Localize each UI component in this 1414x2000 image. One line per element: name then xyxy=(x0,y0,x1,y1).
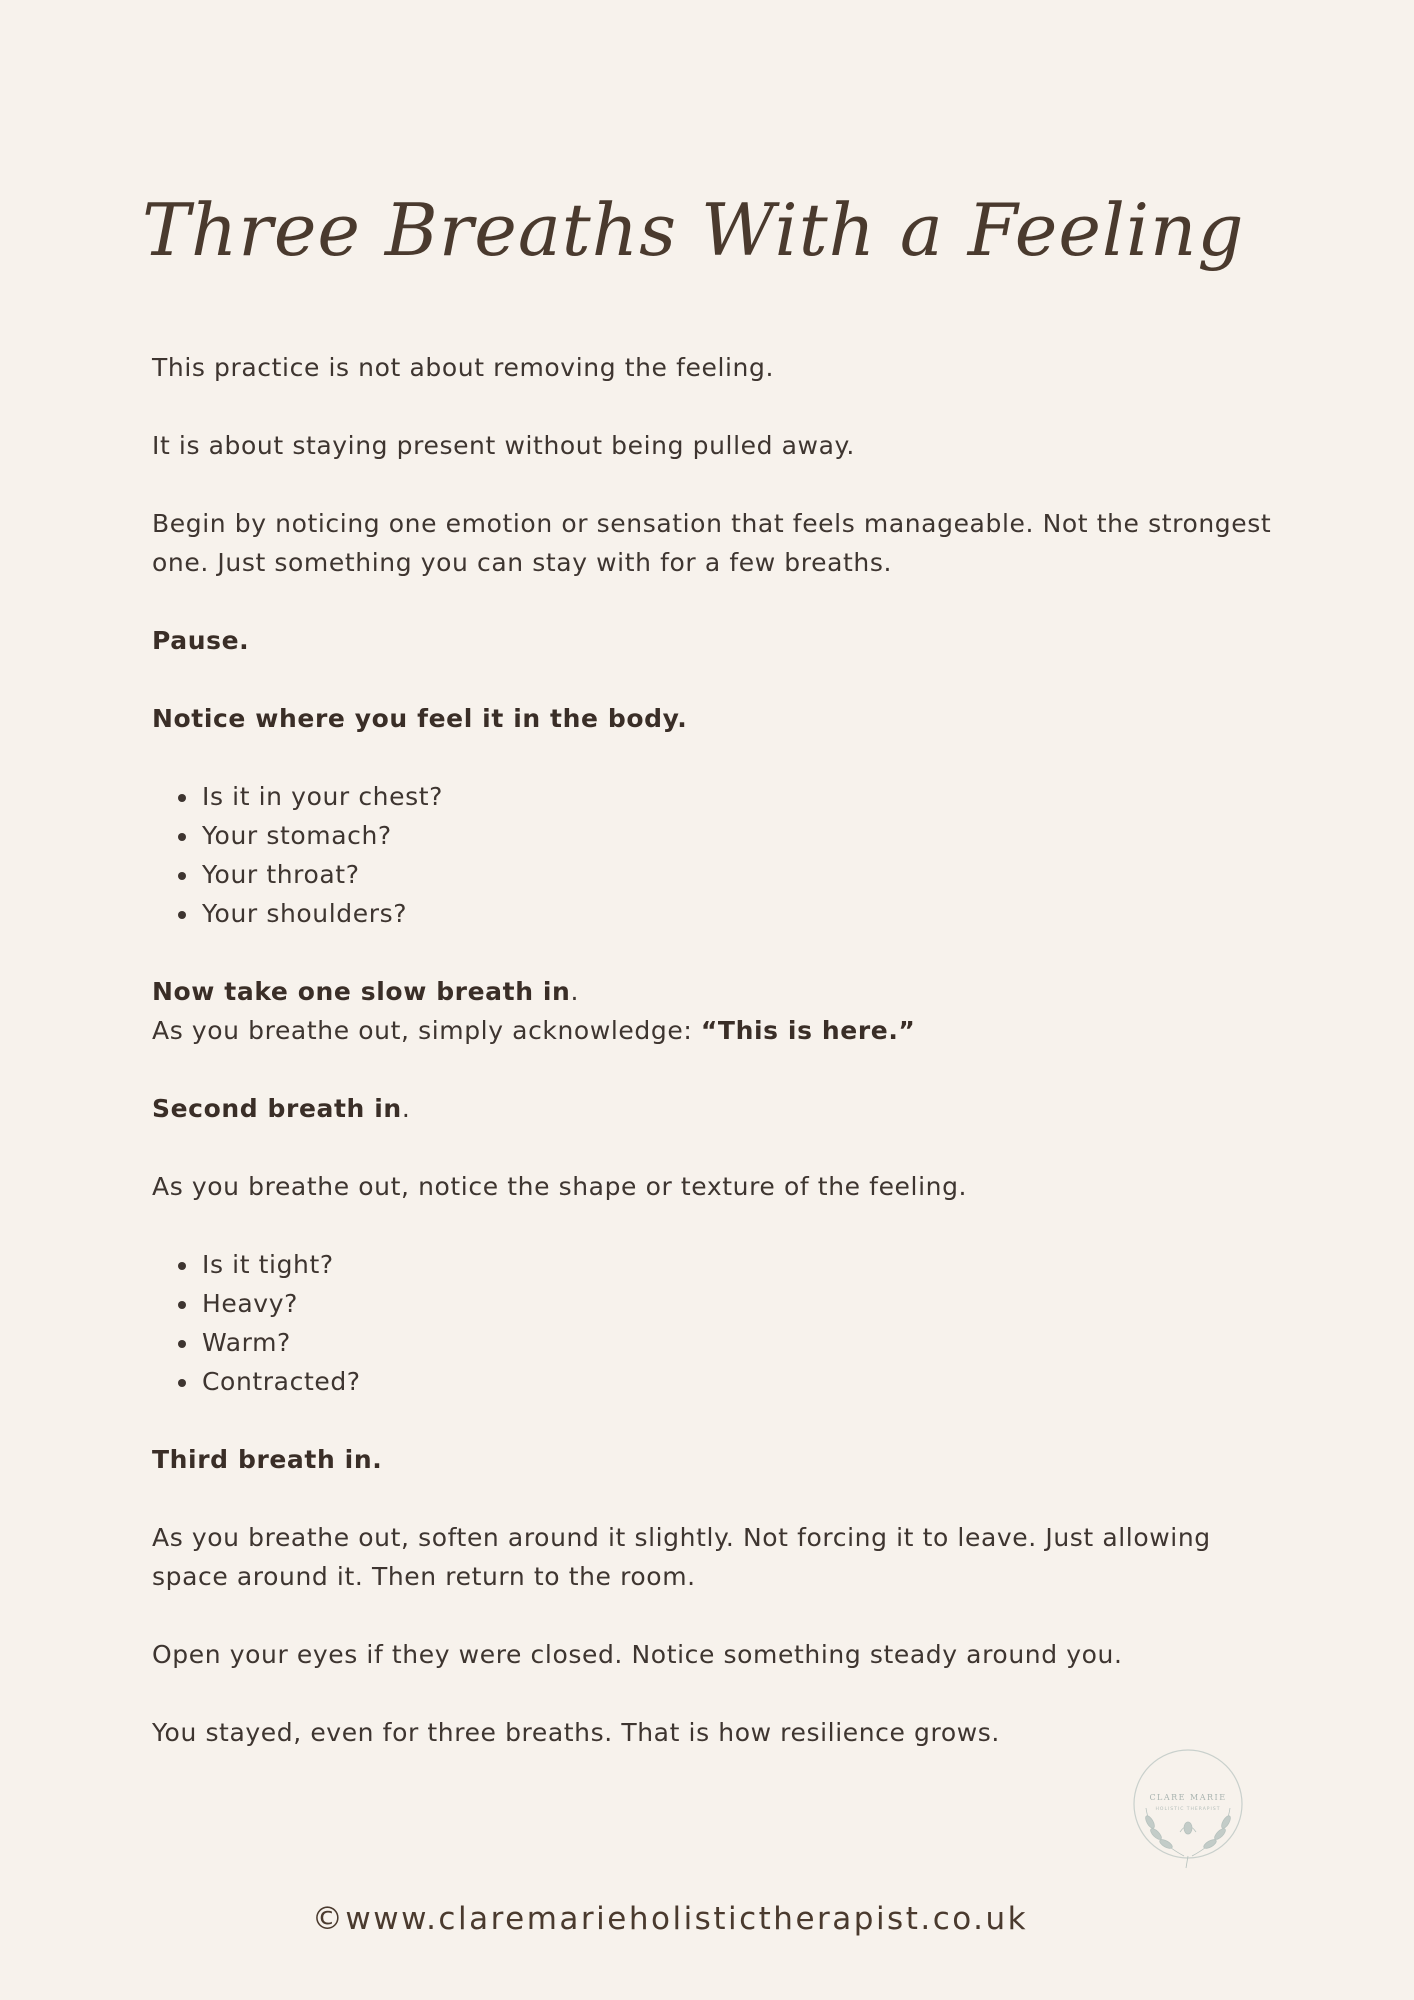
first-breath-text: Now take one slow breath in xyxy=(152,977,571,1006)
list-item: • Heavy? xyxy=(200,1284,1292,1323)
page-title: Three Breaths With a Feeling xyxy=(142,188,1245,272)
pause-heading xyxy=(152,621,1292,660)
third-breath-instruction: As you breathe out, soften around it slightly. Not forcing it to leave. Just allowing space around it. Then return to the room. xyxy=(152,1523,1211,1591)
paragraph-intro: This practice is not about removing the feeling. xyxy=(152,353,775,382)
acknowledge-quote: “This is here.” xyxy=(700,1016,916,1045)
notice-heading xyxy=(152,699,1292,738)
first-breath-instruction xyxy=(152,1011,1292,1050)
body-location-list xyxy=(152,777,1292,933)
list-item: • Is it in your chest? xyxy=(200,777,1292,816)
second-breath-instruction: As you breathe out, notice the shape or texture of the feeling. xyxy=(152,1172,968,1201)
website-footer: ©www.claremarieholistictherapist.co.uk xyxy=(311,1901,1029,1937)
open-eyes-paragraph: Open your eyes if they were closed. Notice something steady around you. xyxy=(152,1640,1123,1669)
third-breath-text: Third breath in. xyxy=(152,1445,383,1474)
logo-subtitle: HOLISTIC THERAPIST xyxy=(1155,1807,1221,1812)
list-item: • Your stomach? xyxy=(200,816,1292,855)
practice-text xyxy=(152,348,1292,1791)
first-breath-heading xyxy=(152,972,1292,1011)
notice-text: Notice where you feel it in the body. xyxy=(152,704,688,733)
second-breath-period: . xyxy=(401,1094,411,1123)
paragraph-begin: Begin by noticing one emotion or sensation that feels manageable. Not the strongest one. Just something you can stay with for a few breaths. xyxy=(152,509,1272,577)
brand-logo-icon xyxy=(1128,1748,1248,1872)
texture-list xyxy=(152,1245,1292,1401)
logo-ring xyxy=(1134,1750,1242,1858)
first-breath-instruction-text: As you breathe out, simply acknowledge: xyxy=(152,1016,701,1045)
first-breath-period: . xyxy=(570,977,580,1006)
list-item: • Warm? xyxy=(200,1323,1292,1362)
second-breath-text: Second breath in xyxy=(152,1094,402,1123)
logo-name: CLARE MARIE xyxy=(1149,1793,1227,1802)
closing-paragraph: You stayed, even for three breaths. That is how resilience grows. xyxy=(152,1718,1000,1747)
logo-laurel-icon xyxy=(1144,1808,1232,1868)
list-item: • Contracted? xyxy=(200,1362,1292,1401)
pause-text: Pause. xyxy=(152,626,250,655)
list-item: • Is it tight? xyxy=(200,1245,1292,1284)
list-item: • Your throat? xyxy=(200,855,1292,894)
paragraph-present: It is about staying present without being pulled away. xyxy=(152,431,855,460)
list-item: • Your shoulders? xyxy=(200,894,1292,933)
third-breath-heading xyxy=(152,1440,1292,1479)
second-breath-heading xyxy=(152,1089,1292,1128)
